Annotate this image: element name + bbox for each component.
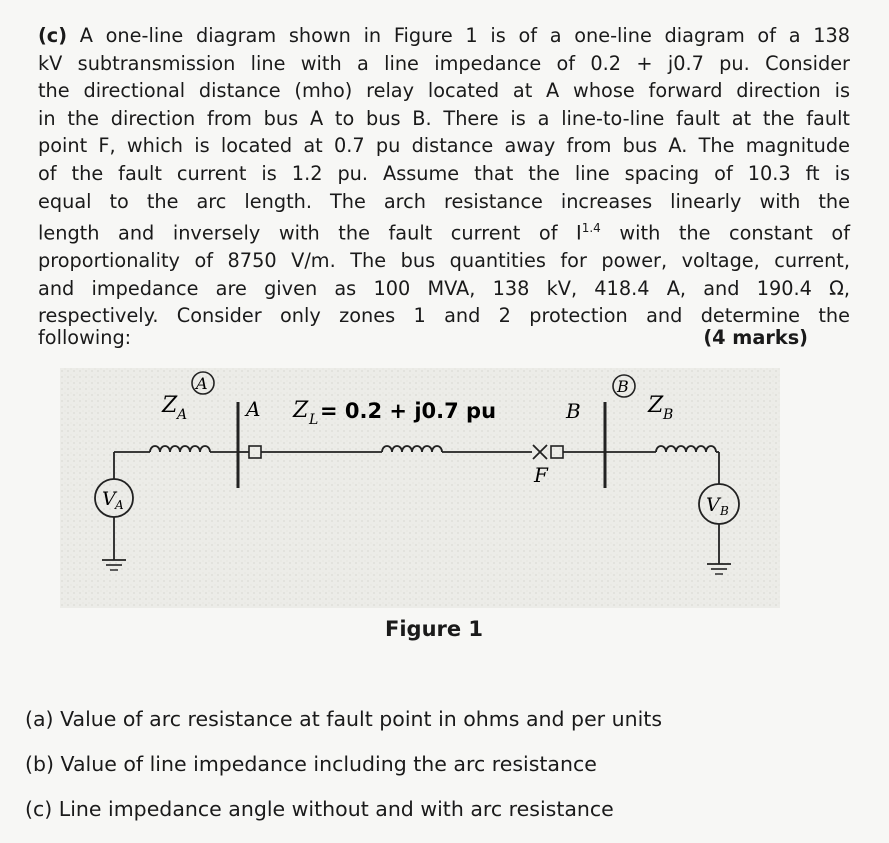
source-b-sub: B <box>720 504 729 518</box>
problem-line-10: and impedance are given as 100 MVA, 138 kV, 418.4 A, and 190.4 Ω, <box>38 276 850 300</box>
bus-a-label: A <box>246 397 261 421</box>
question-b: (b) Value of line impedance including the arc resistance <box>25 752 597 776</box>
marks-label: (4 marks) <box>703 326 808 349</box>
final-line-row <box>38 324 808 351</box>
problem-line-12: following: <box>38 326 132 349</box>
bus-b-label: B <box>566 399 581 423</box>
problem-line-2: kV subtransmission line with a line impedance of 0.2 + j0.7 pu. Consider <box>38 51 850 75</box>
problem-line-7: equal to the arc length. The arch resistance increases linearly with the <box>38 189 850 213</box>
question-list <box>25 708 865 843</box>
problem-line-5: point F, which is located at 0.7 pu distance away from bus A. The magnitude <box>38 134 850 158</box>
problem-statement <box>38 22 850 330</box>
problem-line-3: the directional distance (mho) relay located at A whose forward direction is <box>38 79 850 103</box>
relay-a-label: A <box>196 374 208 393</box>
problem-line-9: proportionality of 8750 V/m. The bus quantities for power, voltage, current, <box>38 249 850 273</box>
problem-line-1: (c) A one-line diagram shown in Figure 1 is of a one-line diagram of a 138 <box>38 24 850 47</box>
diagram-svg <box>60 368 780 608</box>
zl-label: Z <box>293 398 309 423</box>
zl-sub: L <box>309 412 319 428</box>
part-label: (c) <box>38 24 68 47</box>
source-a-sub: A <box>115 498 124 512</box>
zb-sub: B <box>663 407 674 423</box>
problem-line-8: length and inversely with the fault current of $I^{1.4}$ with the constant of <box>38 221 850 245</box>
one-line-diagram <box>60 368 780 608</box>
source-b-label: V <box>706 494 720 516</box>
problem-line-4: in the direction from bus A to bus B. There is a line-to-line fault at the fault <box>38 106 850 130</box>
zl-value: = 0.2 + j0.7 pu <box>320 399 497 423</box>
current-exponent: 1.4 <box>581 221 601 236</box>
problem-line-6: of the fault current is 1.2 pu. Assume that the line spacing of 10.3 ft is <box>38 161 850 185</box>
problem-line-11: respectively. Consider only zones 1 and 2 protection and determine the <box>38 304 850 328</box>
source-a-label: V <box>102 488 116 510</box>
zb-label: Z <box>648 393 664 418</box>
za-sub: A <box>177 407 188 423</box>
question-a: (a) Value of arc resistance at fault point in ohms and per units <box>25 707 663 731</box>
za-label: Z <box>162 393 178 418</box>
fault-label: F <box>534 463 548 487</box>
figure-caption: Figure 1 <box>385 617 484 641</box>
question-c: (c) Line impedance angle without and with arc resistance <box>25 797 614 821</box>
relay-b-label: B <box>617 377 629 396</box>
